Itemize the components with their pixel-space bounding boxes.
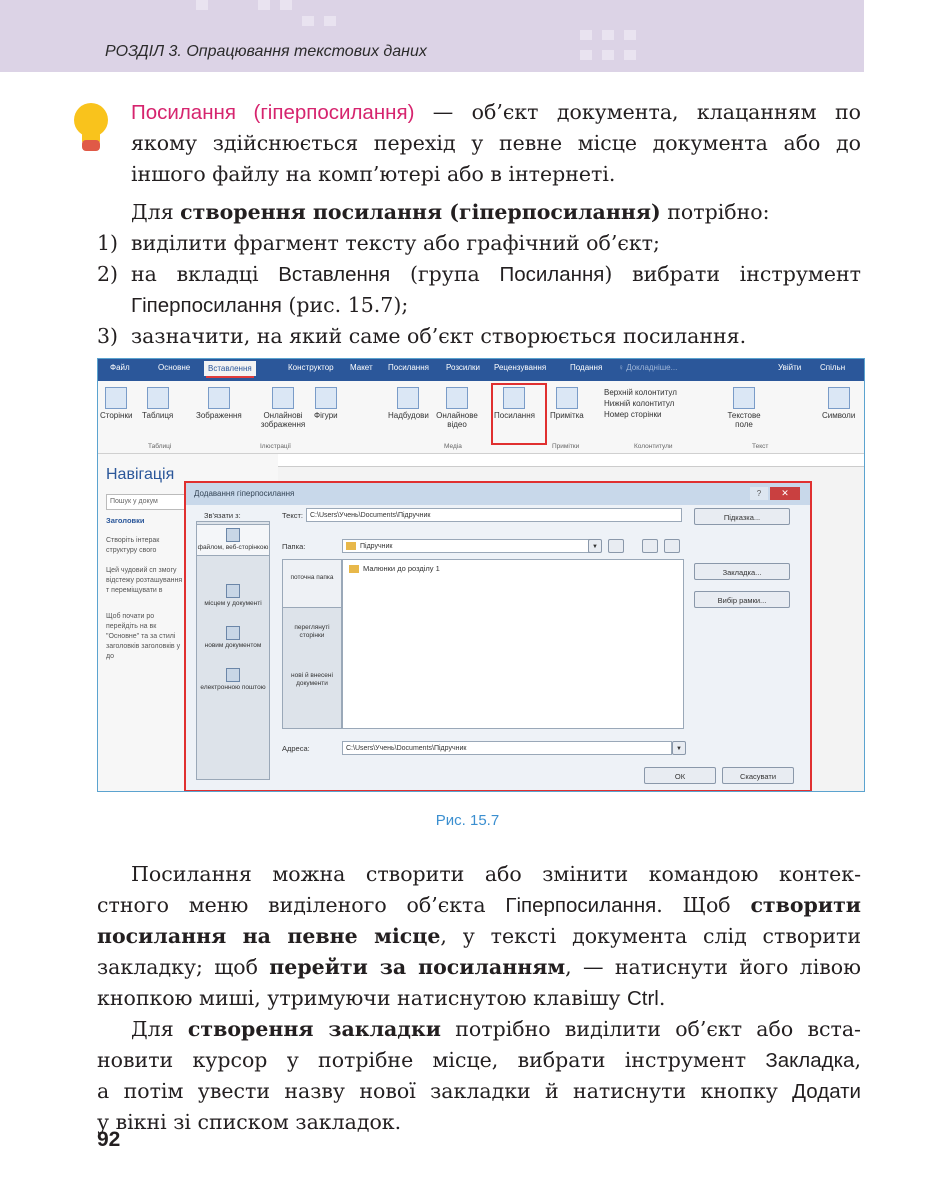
ruler — [278, 454, 864, 467]
cancel-button[interactable]: Скасувати — [722, 767, 794, 784]
share-button[interactable]: Спільн — [820, 363, 846, 372]
picture-icon — [208, 387, 230, 409]
browsed-pages-tab[interactable]: переглянуті сторінки — [294, 624, 330, 639]
tab-review[interactable]: Рецензування — [494, 363, 547, 372]
ui-term: Ctrl — [626, 987, 659, 1010]
ui-term: Вставлення — [278, 263, 391, 286]
ui-term: Посилання — [499, 263, 605, 286]
comment-icon — [556, 387, 578, 409]
pictures-button[interactable] — [196, 387, 242, 420]
figure-caption: Рис. 15.7 — [435, 812, 500, 829]
group-label: Примітки — [552, 443, 580, 450]
omega-icon — [828, 387, 850, 409]
text: , у тексті документа слід створити — [440, 924, 861, 948]
label: Символи — [822, 411, 856, 420]
steps-list — [97, 228, 861, 352]
folder-label: Папка: — [282, 542, 306, 551]
text-line — [97, 921, 861, 952]
address-input[interactable]: C:\Users\Учень\Documents\Підручник — [342, 741, 672, 755]
list-text: зазначити, на який саме об’єкт створюється посилання. — [131, 324, 747, 348]
ui-term: Додати — [792, 1080, 861, 1103]
steps-intro — [131, 197, 861, 228]
label: Зображення — [196, 411, 242, 420]
list-item[interactable] — [349, 564, 440, 573]
list-text: (рис. 15.7); — [281, 293, 409, 317]
header-button[interactable]: Верхній колонтитул — [604, 388, 677, 397]
shapes-icon — [315, 387, 337, 409]
page-number: 92 — [97, 1128, 121, 1151]
list-item-continued — [97, 290, 861, 321]
text: . — [658, 986, 666, 1010]
link-to-new-document[interactable] — [197, 626, 269, 650]
chapter-header-band — [0, 0, 864, 72]
ui-term: Закладка — [765, 1049, 855, 1072]
text: а потім увести назву нової закладки й натиснути кнопку — [97, 1079, 793, 1103]
ribbon — [98, 381, 864, 454]
link-highlight — [491, 383, 547, 445]
folder-select[interactable] — [342, 539, 594, 553]
file-name: Малюнки до розділу 1 — [363, 564, 440, 573]
label: Таблиця — [142, 411, 174, 420]
nav-text: Цей чудовий сп змогу відстежу розташування т переміщувати в — [106, 567, 183, 594]
text: Для — [131, 1017, 188, 1041]
online-pictures-button[interactable] — [258, 387, 308, 429]
text: . Щоб — [656, 893, 751, 917]
text: , — натиснути його лівою — [565, 955, 861, 979]
decor-square — [624, 30, 636, 40]
ui-term: Гіперпосилання — [505, 894, 657, 917]
group-label: Колонтитули — [634, 443, 673, 450]
text: Для — [131, 200, 181, 224]
label: Онлайнові зображення — [260, 411, 306, 429]
text: стного меню виділеного об’єкта — [97, 893, 506, 917]
pages-button[interactable] — [100, 387, 132, 420]
menu-bar — [98, 359, 864, 381]
webpage-icon — [226, 528, 240, 542]
tab-insert[interactable]: Вставлення — [204, 361, 256, 376]
header-footer-group — [604, 387, 677, 420]
tab-layout[interactable]: Макет — [350, 363, 373, 372]
text: потрібно: — [660, 200, 770, 224]
paragraph-bookmark — [97, 1014, 861, 1138]
text: , — [854, 1048, 861, 1072]
current-folder-tab[interactable]: поточна папка — [283, 560, 341, 608]
folder-dropdown-button[interactable]: ▼ — [588, 539, 602, 553]
link-to-sidebar — [196, 521, 270, 780]
label: Текстове поле — [727, 411, 761, 429]
group-label: Ілюстрації — [260, 443, 291, 450]
text-line: у вікні зі списком закладок. — [97, 1110, 402, 1134]
definition-line: іншого файлу на комп’ютері або в інтернеті. — [131, 162, 616, 186]
sign-in-link[interactable]: Увійти — [778, 363, 802, 372]
bold-text: посилання на певне місце — [97, 924, 441, 948]
table-button[interactable] — [142, 387, 173, 420]
folder-value: Підручник — [360, 543, 393, 550]
decor-square — [302, 16, 314, 26]
text-line: Посилання можна створити або змінити командою контек- — [131, 862, 861, 886]
footer-button[interactable]: Нижній колонтитул — [604, 399, 675, 408]
text: закладку; щоб — [97, 955, 270, 979]
screentip-button[interactable]: Підказка... — [694, 508, 790, 525]
label: Примітка — [550, 411, 584, 420]
pages-icon — [105, 387, 127, 409]
tab-mailings[interactable]: Розсилки — [446, 363, 481, 372]
look-in-panel — [282, 559, 342, 729]
decor-square — [258, 0, 270, 10]
list-text: (група — [390, 262, 500, 286]
add-ins-button[interactable] — [388, 387, 429, 420]
table-icon — [147, 387, 169, 409]
label: Фігури — [314, 411, 338, 420]
definition-block — [131, 97, 861, 190]
decor-square — [324, 16, 336, 26]
symbols-button[interactable] — [822, 387, 855, 420]
text-to-display-input[interactable]: C:\Users\Учень\Documents\Підручник — [306, 508, 682, 522]
ok-button[interactable]: ОК — [644, 767, 716, 784]
list-item — [97, 321, 861, 352]
text: новити курсор у потрібне місце, вибрати інструмент — [97, 1048, 766, 1072]
nav-search-input[interactable]: Пошук у докум — [106, 494, 271, 510]
link-to-label: Зв'язати з: — [204, 511, 241, 520]
dialog-title: Додавання гіперпосилання — [186, 483, 810, 505]
lightbulb-icon — [73, 102, 109, 154]
file-list — [342, 559, 684, 729]
list-item — [97, 228, 861, 259]
text: потрібно виділити об’єкт або вста- — [440, 1017, 861, 1041]
list-text: виділити фрагмент тексту або графічний об’єкт; — [131, 231, 660, 255]
decor-square — [602, 30, 614, 40]
tab-home[interactable]: Основне — [158, 363, 191, 372]
list-text: ) вибрати інструмент — [604, 262, 861, 286]
label: Надбудови — [388, 411, 429, 420]
list-text: на вкладці — [131, 262, 279, 286]
decor-square — [624, 50, 636, 60]
online-picture-icon — [272, 387, 294, 409]
decor-square — [280, 0, 292, 10]
tab-file[interactable]: Файл — [110, 363, 130, 372]
bookmark-button[interactable]: Закладка... — [694, 563, 790, 580]
video-icon — [446, 387, 468, 409]
browse-web-button[interactable] — [642, 539, 658, 553]
label: Сторінки — [100, 411, 133, 420]
close-button[interactable]: ✕ — [770, 487, 800, 500]
tab-view[interactable]: Подання — [570, 363, 603, 372]
folder-icon — [349, 565, 359, 573]
tell-me-search[interactable]: ♀ Докладніше... — [618, 363, 678, 372]
address-dropdown-button[interactable]: ▼ — [672, 741, 686, 755]
text-line — [97, 1014, 861, 1045]
decor-square — [580, 30, 592, 40]
browse-file-button[interactable] — [664, 539, 680, 553]
paragraph-hyperlink-context — [97, 859, 861, 1014]
ui-term: Гіперпосилання — [131, 294, 282, 317]
group-label: Таблиці — [148, 443, 172, 450]
chapter-title: РОЗДІЛ 3. Опрацювання текстових даних — [105, 43, 427, 60]
shapes-button[interactable] — [314, 387, 338, 420]
label: новим документом — [204, 642, 262, 649]
text-line — [97, 983, 861, 1014]
label: місцем у документі — [204, 600, 262, 607]
definition-term: Посилання (гіперпосилання) — [131, 101, 415, 124]
decor-square — [196, 0, 208, 10]
document-icon — [226, 584, 240, 598]
bold-text: створення закладки — [187, 1017, 441, 1041]
label: Онлайнове відео — [436, 411, 478, 429]
recent-files-tab[interactable]: нові й внесені документи — [291, 672, 333, 687]
text-line — [97, 1076, 861, 1107]
add-ins-icon — [397, 387, 419, 409]
address-label: Адреса: — [282, 744, 310, 753]
target-frame-button[interactable]: Вибір рамки... — [694, 591, 790, 608]
text-line — [97, 952, 861, 983]
text-box-button[interactable] — [726, 387, 762, 429]
text-label: Текст: — [282, 511, 303, 520]
decor-square — [602, 50, 614, 60]
label: Посилання — [494, 411, 535, 420]
folder-icon — [346, 542, 356, 550]
text-line — [97, 890, 861, 921]
bold-text: створення посилання (гіперпосилання) — [180, 200, 661, 224]
up-folder-button[interactable] — [608, 539, 624, 553]
help-button[interactable]: ? — [750, 487, 768, 500]
list-item — [97, 259, 861, 290]
label: файлом, веб-сторінкою — [197, 544, 269, 551]
label: електронною поштою — [200, 684, 266, 691]
text-line — [97, 1045, 861, 1076]
text: кнопкою миші, утримуючи натиснутою клавішу — [97, 986, 627, 1010]
bold-text: перейти за посиланням — [269, 955, 566, 979]
list-number: 1) — [97, 231, 119, 255]
tab-references[interactable]: Посилання — [388, 363, 429, 372]
email-icon — [226, 668, 240, 682]
nav-title: Навігація — [106, 466, 175, 483]
definition-line: якому здійснюється перехід у певне місце документа або до — [131, 131, 861, 155]
list-number: 3) — [97, 324, 119, 348]
definition-text: — об’єкт документа, клацанням по — [414, 100, 861, 124]
link-to-email[interactable] — [197, 668, 269, 692]
page-number-button[interactable]: Номер сторінки — [604, 410, 662, 419]
word-screenshot-figure — [97, 358, 865, 792]
nav-text: Створіть інтерак структуру свого — [106, 537, 160, 554]
nav-text: Щоб почати ро перейдіть на вк "Основне" та за стилі заголовків заголовків у до — [106, 613, 181, 660]
insert-hyperlink-dialog — [184, 481, 812, 792]
decor-square — [580, 50, 592, 60]
text-box-icon — [733, 387, 755, 409]
nav-headings-tab[interactable]: Заголовки — [106, 516, 145, 525]
bold-text: створити — [750, 893, 861, 917]
tab-design[interactable]: Конструктор — [288, 363, 334, 372]
group-label: Медіа — [444, 443, 462, 450]
list-number: 2) — [97, 262, 119, 286]
link-to-place-in-document[interactable] — [197, 584, 269, 608]
online-video-button[interactable] — [434, 387, 480, 429]
group-label: Текст — [752, 443, 769, 450]
comment-button[interactable] — [550, 387, 584, 420]
new-document-icon — [226, 626, 240, 640]
link-to-file-webpage[interactable] — [197, 524, 269, 556]
